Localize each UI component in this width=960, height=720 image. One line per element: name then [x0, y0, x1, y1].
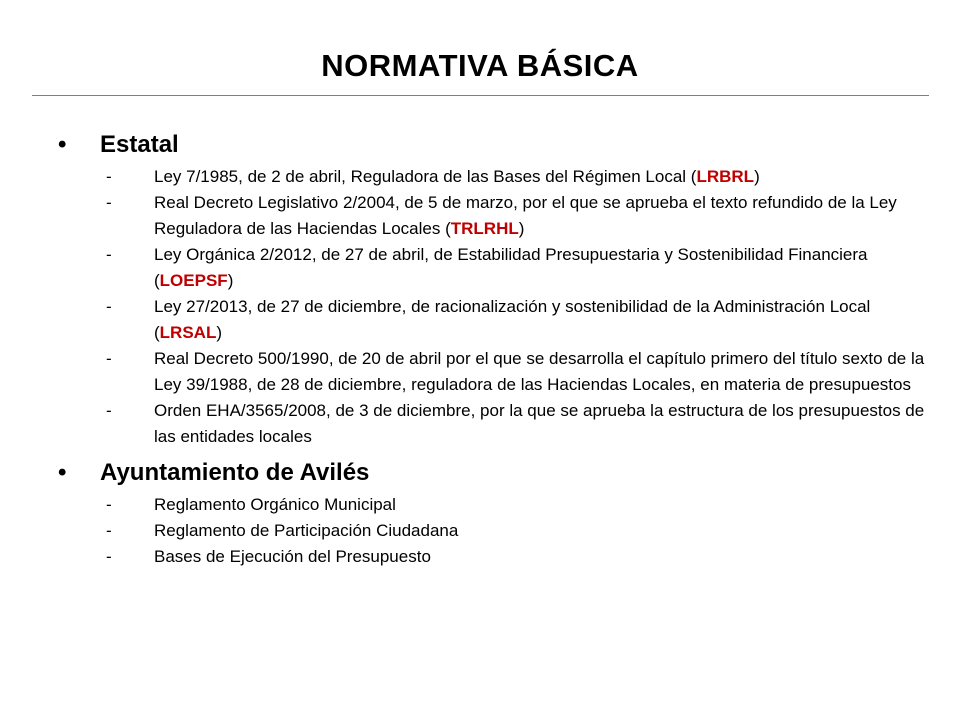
- list-item: - Real Decreto Legislativo 2/2004, de 5 de marzo, por el que se aprueba el texto refundido de la Ley Reguladora de las Haciendas Locales (TRLRHL): [58, 190, 938, 242]
- dash-icon: -: [106, 167, 112, 186]
- bullet-icon: •: [58, 459, 67, 486]
- section-heading: Ayuntamiento de Avilés: [100, 459, 370, 486]
- abbreviation: TRLRHL: [450, 219, 519, 238]
- dash-icon: -: [106, 193, 112, 212]
- list-item: - Bases de Ejecución del Presupuesto: [58, 544, 938, 570]
- bullet-icon: •: [58, 131, 67, 158]
- section-ayuntamiento: [58, 456, 938, 570]
- dash-icon: -: [106, 547, 112, 566]
- list-item: - Ley 7/1985, de 2 de abril, Reguladora de las Bases del Régimen Local (LRBRL): [58, 164, 938, 190]
- abbreviation: LRBRL: [696, 167, 755, 186]
- abbreviation: LRSAL: [159, 323, 217, 342]
- abbreviation: LOEPSF: [159, 271, 228, 290]
- section-heading: Estatal: [100, 131, 179, 158]
- title-divider: [32, 95, 929, 96]
- dash-icon: -: [106, 521, 112, 540]
- dash-icon: -: [106, 297, 112, 316]
- list-item: - Reglamento Orgánico Municipal: [58, 492, 938, 518]
- content: [58, 128, 938, 576]
- dash-icon: -: [106, 349, 112, 368]
- list-item: - Real Decreto 500/1990, de 20 de abril por el que se desarrolla el capítulo primero del título sexto de la Ley 39/1988, de 28 de diciembre, reguladora de las Haciendas Locales, en materia de presupuestos: [58, 346, 938, 398]
- dash-icon: -: [106, 401, 112, 420]
- list-item: - Ley 27/2013, de 27 de diciembre, de racionalización y sostenibilidad de la Administración Local (LRSAL): [58, 294, 938, 346]
- page-title: NORMATIVA BÁSICA: [321, 48, 639, 83]
- list-item: - Orden EHA/3565/2008, de 3 de diciembre, por la que se aprueba la estructura de los presupuestos de las entidades locales: [58, 398, 938, 450]
- section-estatal: [58, 128, 938, 450]
- list-item: - Ley Orgánica 2/2012, de 27 de abril, de Estabilidad Presupuestaria y Sostenibilidad Financiera (LOEPSF): [58, 242, 938, 294]
- list-item: - Reglamento de Participación Ciudadana: [58, 518, 938, 544]
- item-list: [58, 164, 938, 450]
- dash-icon: -: [106, 245, 112, 264]
- item-list: [58, 492, 938, 570]
- dash-icon: -: [106, 495, 112, 514]
